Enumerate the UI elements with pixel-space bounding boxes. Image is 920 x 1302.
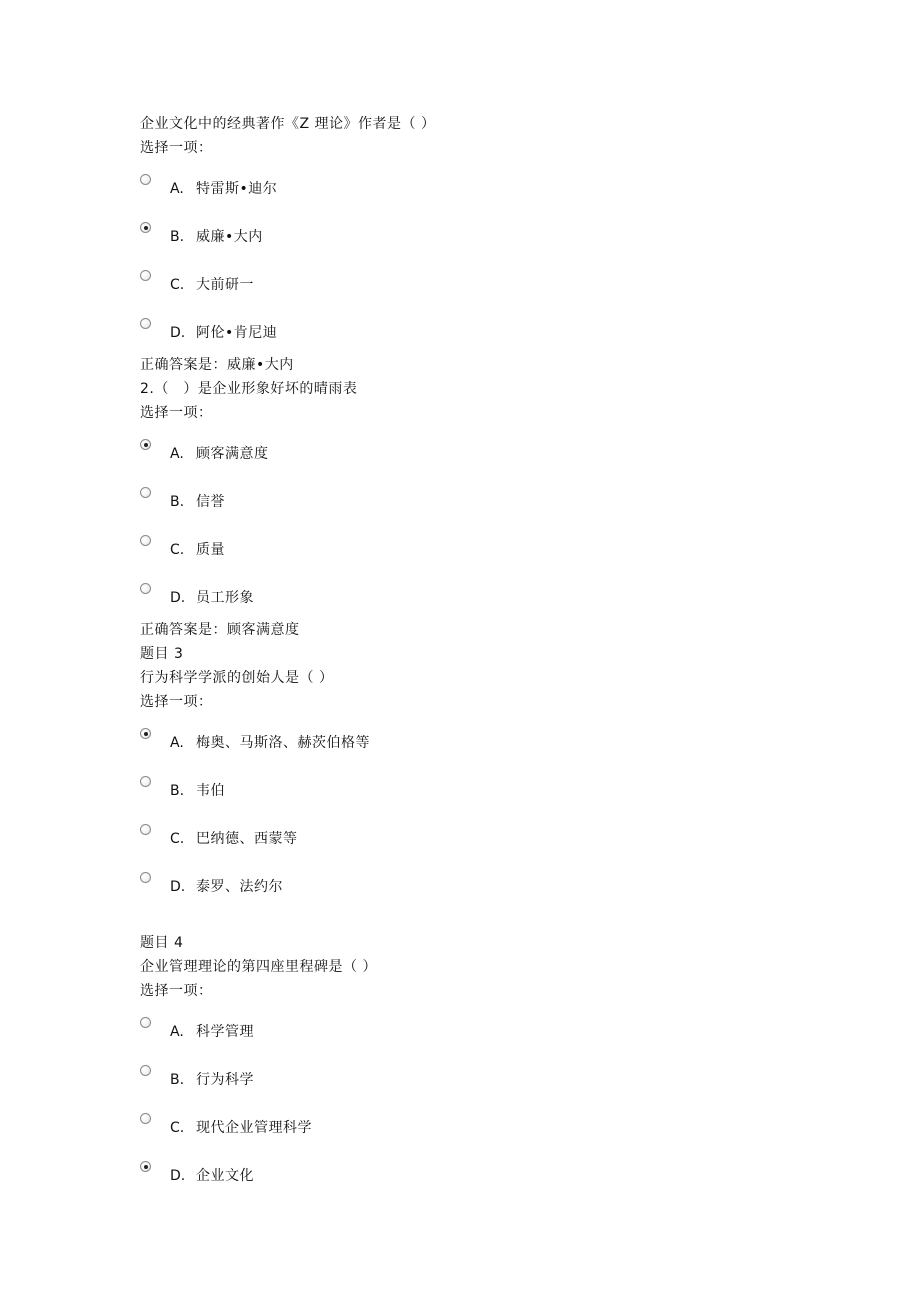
question-3-prompt: 选择一项：	[140, 694, 213, 710]
option-text: 韦伯	[196, 783, 225, 799]
option-text: 现代企业管理科学	[196, 1120, 312, 1136]
option-text: 质量	[196, 542, 225, 558]
option-text: 科学管理	[196, 1024, 254, 1040]
option-letter: D.	[170, 1168, 186, 1184]
question-1-option-b[interactable]	[140, 222, 740, 252]
option-text: 企业文化	[196, 1168, 254, 1184]
option-text: 特雷斯•迪尔	[196, 181, 278, 197]
radio-icon[interactable]	[140, 1017, 151, 1028]
option-letter: C.	[170, 1120, 185, 1136]
radio-icon[interactable]	[140, 270, 151, 281]
question-3-option-a[interactable]	[140, 728, 740, 758]
question-3-number: 题目 3	[140, 646, 184, 662]
question-4-option-a[interactable]	[140, 1017, 740, 1047]
radio-icon[interactable]	[140, 583, 151, 594]
radio-icon[interactable]	[140, 174, 151, 185]
option-text: 信誉	[196, 494, 225, 510]
radio-icon[interactable]	[140, 1065, 151, 1076]
question-2-prompt: 选择一项：	[140, 405, 213, 421]
option-letter: C.	[170, 542, 185, 558]
option-letter: A.	[170, 1024, 184, 1040]
question-3-option-c[interactable]	[140, 824, 740, 854]
option-text: 大前研一	[196, 277, 254, 293]
question-2-option-a[interactable]	[140, 439, 740, 469]
option-text: 巴纳德、西蒙等	[196, 831, 298, 847]
question-2-option-b[interactable]	[140, 487, 740, 517]
question-2-option-c[interactable]	[140, 535, 740, 565]
option-letter: D.	[170, 325, 186, 341]
option-letter: C.	[170, 277, 185, 293]
option-text: 顾客满意度	[196, 446, 269, 462]
radio-icon[interactable]	[140, 1161, 151, 1172]
question-3-option-d[interactable]	[140, 872, 740, 902]
option-letter: A.	[170, 446, 184, 462]
question-1-option-a[interactable]	[140, 174, 740, 204]
radio-icon[interactable]	[140, 535, 151, 546]
radio-icon[interactable]	[140, 487, 151, 498]
question-4-option-d[interactable]	[140, 1161, 740, 1191]
question-3-option-b[interactable]	[140, 776, 740, 806]
option-text: 员工形象	[196, 590, 254, 606]
option-letter: A.	[170, 735, 184, 751]
question-2-answer: 正确答案是：顾客满意度	[140, 622, 300, 638]
question-2-title: 2.（ ）是企业形象好坏的晴雨表	[140, 381, 358, 397]
option-text: 行为科学	[196, 1072, 254, 1088]
question-1-option-c[interactable]	[140, 270, 740, 300]
option-letter: C.	[170, 831, 185, 847]
question-3-title: 行为科学学派的创始人是（ ）	[140, 670, 334, 686]
question-4-option-c[interactable]	[140, 1113, 740, 1143]
option-letter: B.	[170, 783, 185, 799]
radio-icon[interactable]	[140, 728, 151, 739]
radio-icon[interactable]	[140, 1113, 151, 1124]
radio-icon[interactable]	[140, 776, 151, 787]
radio-icon[interactable]	[140, 318, 151, 329]
option-letter: B.	[170, 494, 185, 510]
question-1-prompt: 选择一项：	[140, 140, 213, 156]
radio-icon[interactable]	[140, 222, 151, 233]
question-1-title: 企业文化中的经典著作《Z 理论》作者是（ ）	[140, 116, 436, 132]
option-letter: A.	[170, 181, 184, 197]
question-4-prompt: 选择一项：	[140, 983, 213, 999]
radio-icon[interactable]	[140, 824, 151, 835]
option-letter: B.	[170, 229, 185, 245]
option-text: 梅奥、马斯洛、赫茨伯格等	[196, 735, 370, 751]
question-1-option-d[interactable]	[140, 318, 740, 348]
question-4-option-b[interactable]	[140, 1065, 740, 1095]
option-letter: D.	[170, 879, 186, 895]
question-4-title: 企业管理理论的第四座里程碑是（ ）	[140, 959, 377, 975]
question-1-answer: 正确答案是：威廉•大内	[140, 357, 294, 373]
question-4-number: 题目 4	[140, 935, 184, 951]
option-letter: B.	[170, 1072, 185, 1088]
radio-icon[interactable]	[140, 872, 151, 883]
question-2-option-d[interactable]	[140, 583, 740, 613]
option-text: 泰罗、法约尔	[196, 879, 283, 895]
option-text: 阿伦•肯尼迪	[196, 325, 278, 341]
option-letter: D.	[170, 590, 186, 606]
radio-icon[interactable]	[140, 439, 151, 450]
option-text: 威廉•大内	[196, 229, 263, 245]
